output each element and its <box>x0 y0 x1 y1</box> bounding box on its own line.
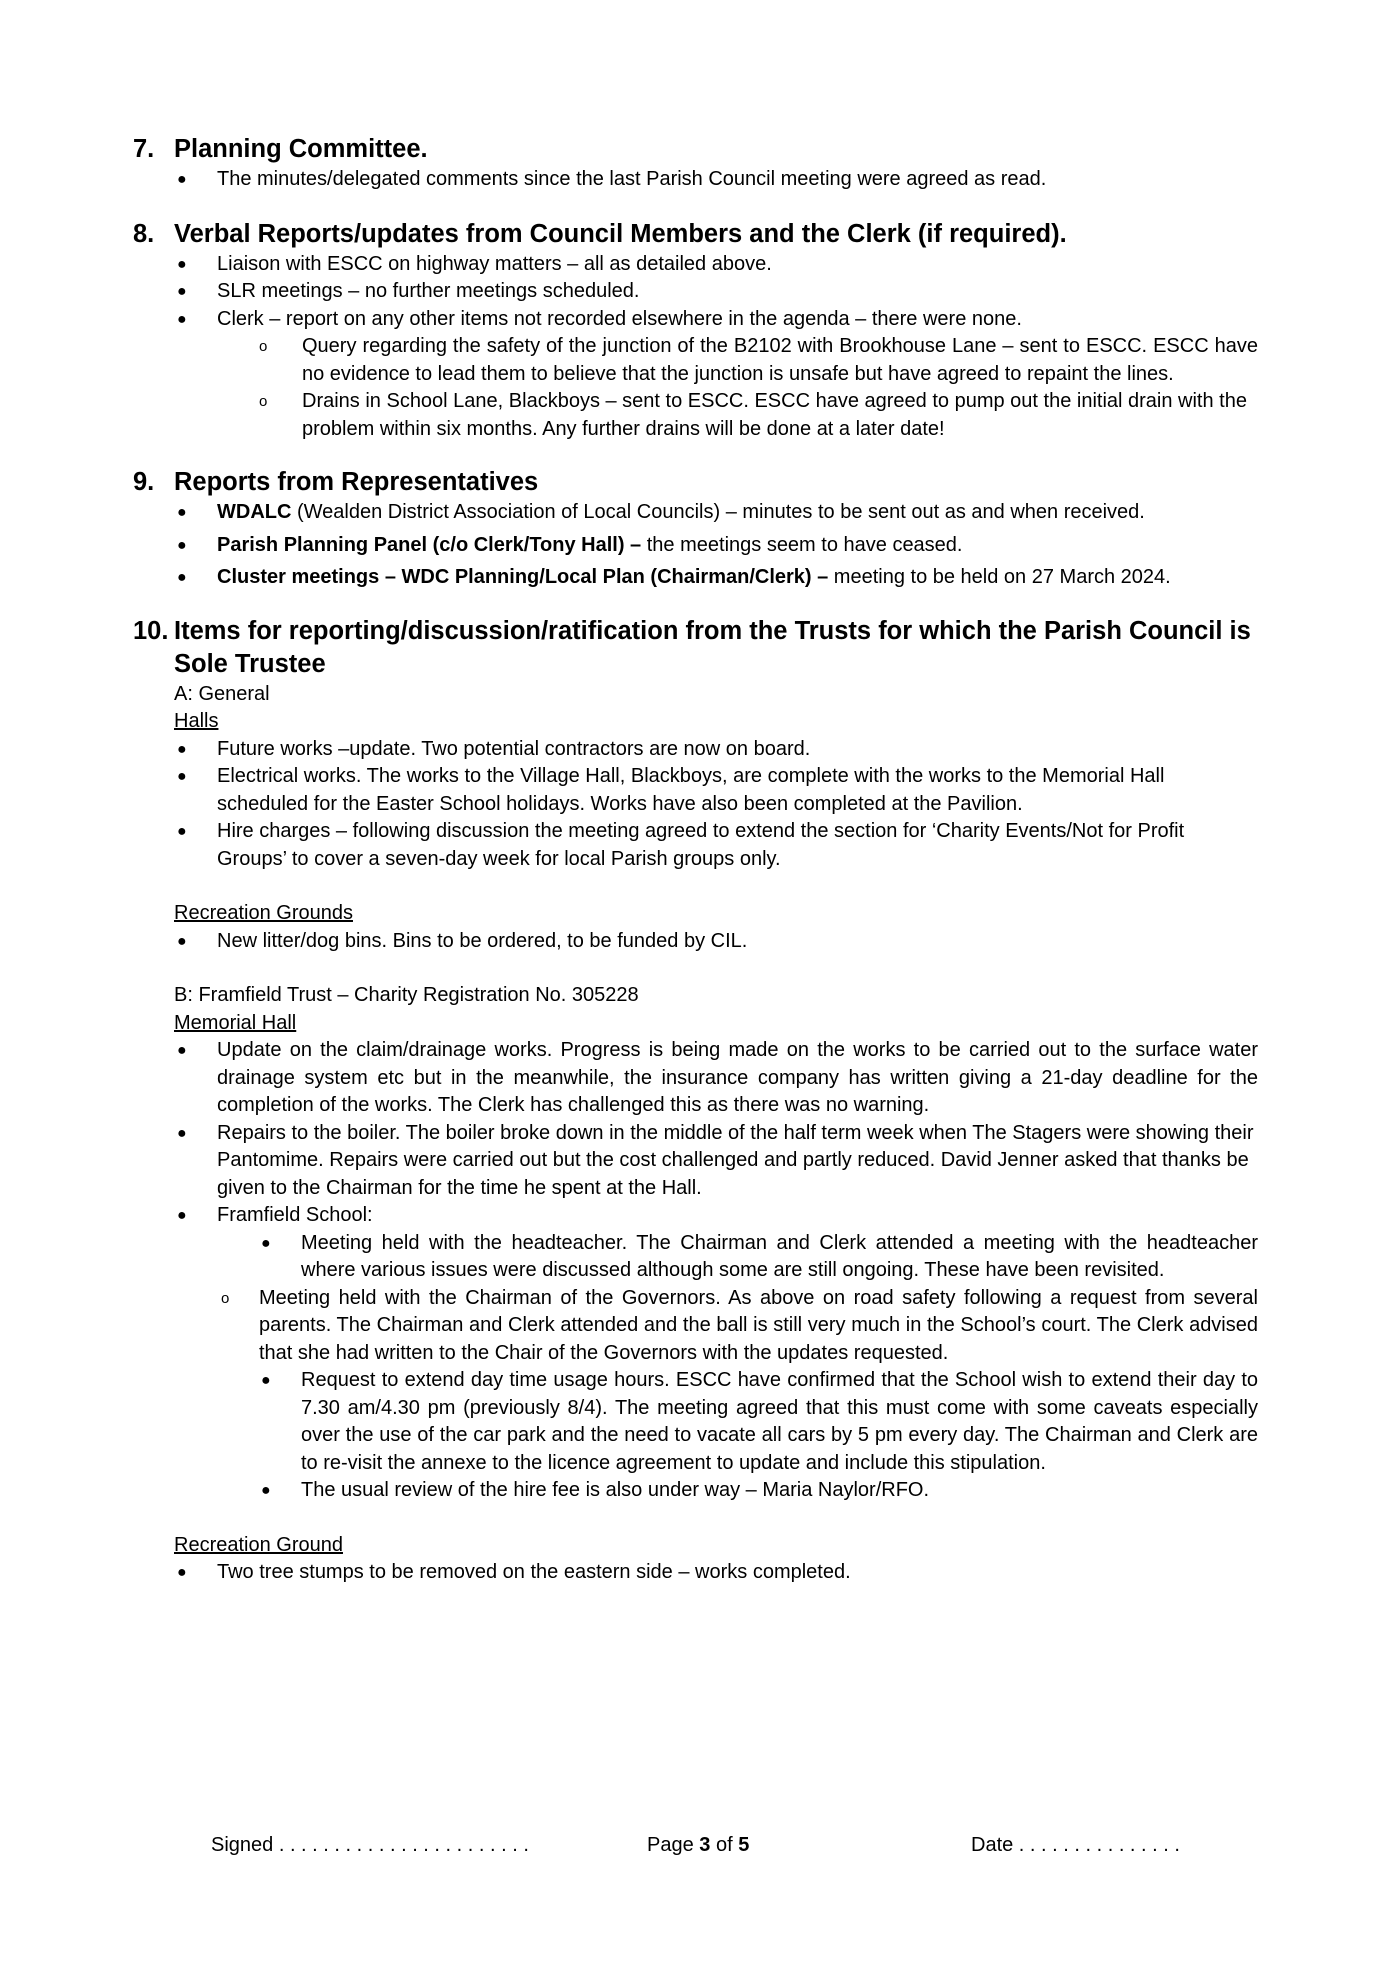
circle-bullet-icon: o <box>259 338 268 355</box>
bullet-icon: ● <box>177 504 187 521</box>
list-item: ● New litter/dog bins. Bins to be ordered, to be funded by CIL. <box>133 928 1258 956</box>
signed-line: Signed . . . . . . . . . . . . . . . . . . . . . . . <box>211 1834 529 1856</box>
bullet-icon: ● <box>177 823 187 840</box>
list-item: ● Future works –update. Two potential contractors are now on board. <box>133 736 1258 764</box>
sub-list-item: ● Request to extend day time usage hours. ESCC have confirmed that the School wish to extend their day to 7.30 am/4.30 pm (previously 8/4). The meeting agreed that this must come with some caveats especially over the use of the car park and the need to vacate all cars by 5 pm every day. The Chairman and Clerk are to re-visit the annexe to the licence agreement to update and include this stipulation. <box>261 1369 1258 1474</box>
section-number: 9. <box>133 468 155 496</box>
section-heading <box>133 466 1258 499</box>
section-10 <box>133 615 1258 1587</box>
bullet-icon: ● <box>177 283 187 300</box>
bullet-icon: ● <box>177 1124 187 1142</box>
list-item: ● Electrical works. The works to the Village Hall, Blackboys, are complete with the works to the Memorial Hall scheduled for the Easter School holidays. Works have also been completed at the Pavilion. <box>177 765 1165 815</box>
list-item: ● Hire charges – following discussion the meeting agreed to extend the section for ‘Charity Events/Not for Profit Groups’ to cover a seven-day week for local Parish groups only. <box>177 820 1185 870</box>
bullet-icon: ● <box>177 932 187 950</box>
bullet-icon: ● <box>177 255 187 273</box>
list-item: ● Update on the claim/drainage works. Progress is being made on the works to be carried out to the surface water drainage system etc but in the meanwhile, the insurance company has written giving a 21-day deadline for the completion of the works. The Clerk has challenged this as there was no warning. <box>177 1039 1258 1116</box>
memorial-list <box>133 1037 1258 1505</box>
bullet-icon: ● <box>177 569 187 586</box>
bullet-icon: ● <box>177 310 187 328</box>
bullet-icon: ● <box>177 536 187 554</box>
list-item: ● Two tree stumps to be removed on the eastern side – works completed. <box>133 1559 1258 1587</box>
bullet-icon: ● <box>177 171 187 188</box>
section-title: Items for reporting/discussion/ratification from the Trusts for which the Parish Council is Sole Trustee <box>174 616 1251 678</box>
circle-bullet-icon: o <box>259 393 268 410</box>
date-line: Date . . . . . . . . . . . . . . . <box>971 1834 1180 1856</box>
page-number: Page 3 of 5 <box>647 1834 750 1856</box>
minutes-content <box>133 133 1258 1587</box>
section-7 <box>133 133 1258 194</box>
list-item: ● WDALC (Wealden District Association of Local Councils) – minutes to be sent out as and when received. <box>133 499 1258 527</box>
list-item: ● Clerk – report on any other items not recorded elsewhere in the agenda – there were none. <box>133 306 1258 334</box>
section-8 <box>133 218 1258 444</box>
recreation-grounds-heading: Recreation Grounds <box>174 902 353 924</box>
bullet-icon: ● <box>177 768 187 785</box>
section-title: Verbal Reports/updates from Council Members and the Clerk (if required). <box>174 219 1067 248</box>
list-item: ● Parish Planning Panel (c/o Clerk/Tony Hall) – the meetings seem to have ceased. <box>133 532 1258 560</box>
section-title: Reports from Representatives <box>174 468 539 496</box>
list-item: ● Repairs to the boiler. The boiler broke down in the middle of the half term week when The Stagers were showing their Pantomime. Repairs were carried out but the cost challenged and partly reduced. David Jenner asked that thanks be given to the Chairman for the time he spent at the Hall. <box>177 1121 1254 1199</box>
part-a-label: A: General <box>174 682 270 705</box>
bullet-icon: ● <box>177 1207 187 1224</box>
circle-bullet-icon: o <box>221 1289 230 1307</box>
list-item: ● SLR meetings – no further meetings scheduled. <box>133 278 1258 306</box>
section-title: Planning Committee. <box>174 135 428 163</box>
memorial-hall-heading: Memorial Hall <box>174 1011 297 1034</box>
list-item: ● Framfield School: <box>133 1202 1258 1230</box>
sub-list-item: o Query regarding the safety of the junction of the B2102 with Brookhouse Lane – sent to ESCC. ESCC have no evidence to lead them to believe that the junction is unsafe but have agreed to repaint the lines. <box>259 335 1258 385</box>
section-number: 8. <box>133 219 155 248</box>
halls-list <box>133 736 1258 874</box>
list-item: ● Cluster meetings – WDC Planning/Local Plan (Chairman/Clerk) – meeting to be held on 27 March 2024. <box>133 564 1258 592</box>
part-b-label: B: Framfield Trust – Charity Registration No. 305228 <box>174 984 639 1006</box>
trust-items <box>133 681 1258 1587</box>
sub-list-item: o Meeting held with the Chairman of the Governors. As above on road safety following a request from several parents. The Chairman and Clerk attended and the ball is still very much in the School’s court. The Clerk advised that she had written to the Chair of the Governors with the updates requested. <box>221 1286 1258 1364</box>
sub-list-item: ● The usual review of the hire fee is also under way – Maria Naylor/RFO. <box>133 1477 1258 1505</box>
halls-heading: Halls <box>174 710 219 732</box>
section-number: 7. <box>133 135 155 163</box>
bullet-icon: ● <box>261 1234 271 1252</box>
bullet-icon: ● <box>177 1042 187 1059</box>
recreation-ground-heading: Recreation Ground <box>174 1533 343 1556</box>
list-item: ● The minutes/delegated comments since the last Parish Council meeting were agreed as read. <box>133 166 1258 194</box>
section-9 <box>133 466 1258 592</box>
bullet-icon: ● <box>177 1564 187 1581</box>
sub-list-item: ● Meeting held with the headteacher. The Chairman and Clerk attended a meeting with the headteacher where various issues were discussed although some are still ongoing. These have been revisited. <box>261 1231 1258 1281</box>
list-item: ● Liaison with ESCC on highway matters – all as detailed above. <box>133 251 1258 279</box>
bullet-list <box>133 499 1258 592</box>
section-heading <box>133 218 1258 251</box>
bullet-icon: ● <box>261 1482 271 1499</box>
section-heading <box>133 133 1258 166</box>
section-number: 10. <box>133 616 169 645</box>
sub-list-item: o Drains in School Lane, Blackboys – sent to ESCC. ESCC have agreed to pump out the initial drain with the problem within six months. Any further drains will be done at a later date! <box>259 390 1247 440</box>
bullet-icon: ● <box>261 1372 271 1389</box>
recreation-ground-list <box>133 1559 1258 1587</box>
bullet-list <box>133 166 1258 194</box>
recreation-list <box>133 928 1258 956</box>
section-heading <box>133 615 1258 681</box>
bullet-list <box>133 251 1258 444</box>
bullet-icon: ● <box>177 740 187 758</box>
